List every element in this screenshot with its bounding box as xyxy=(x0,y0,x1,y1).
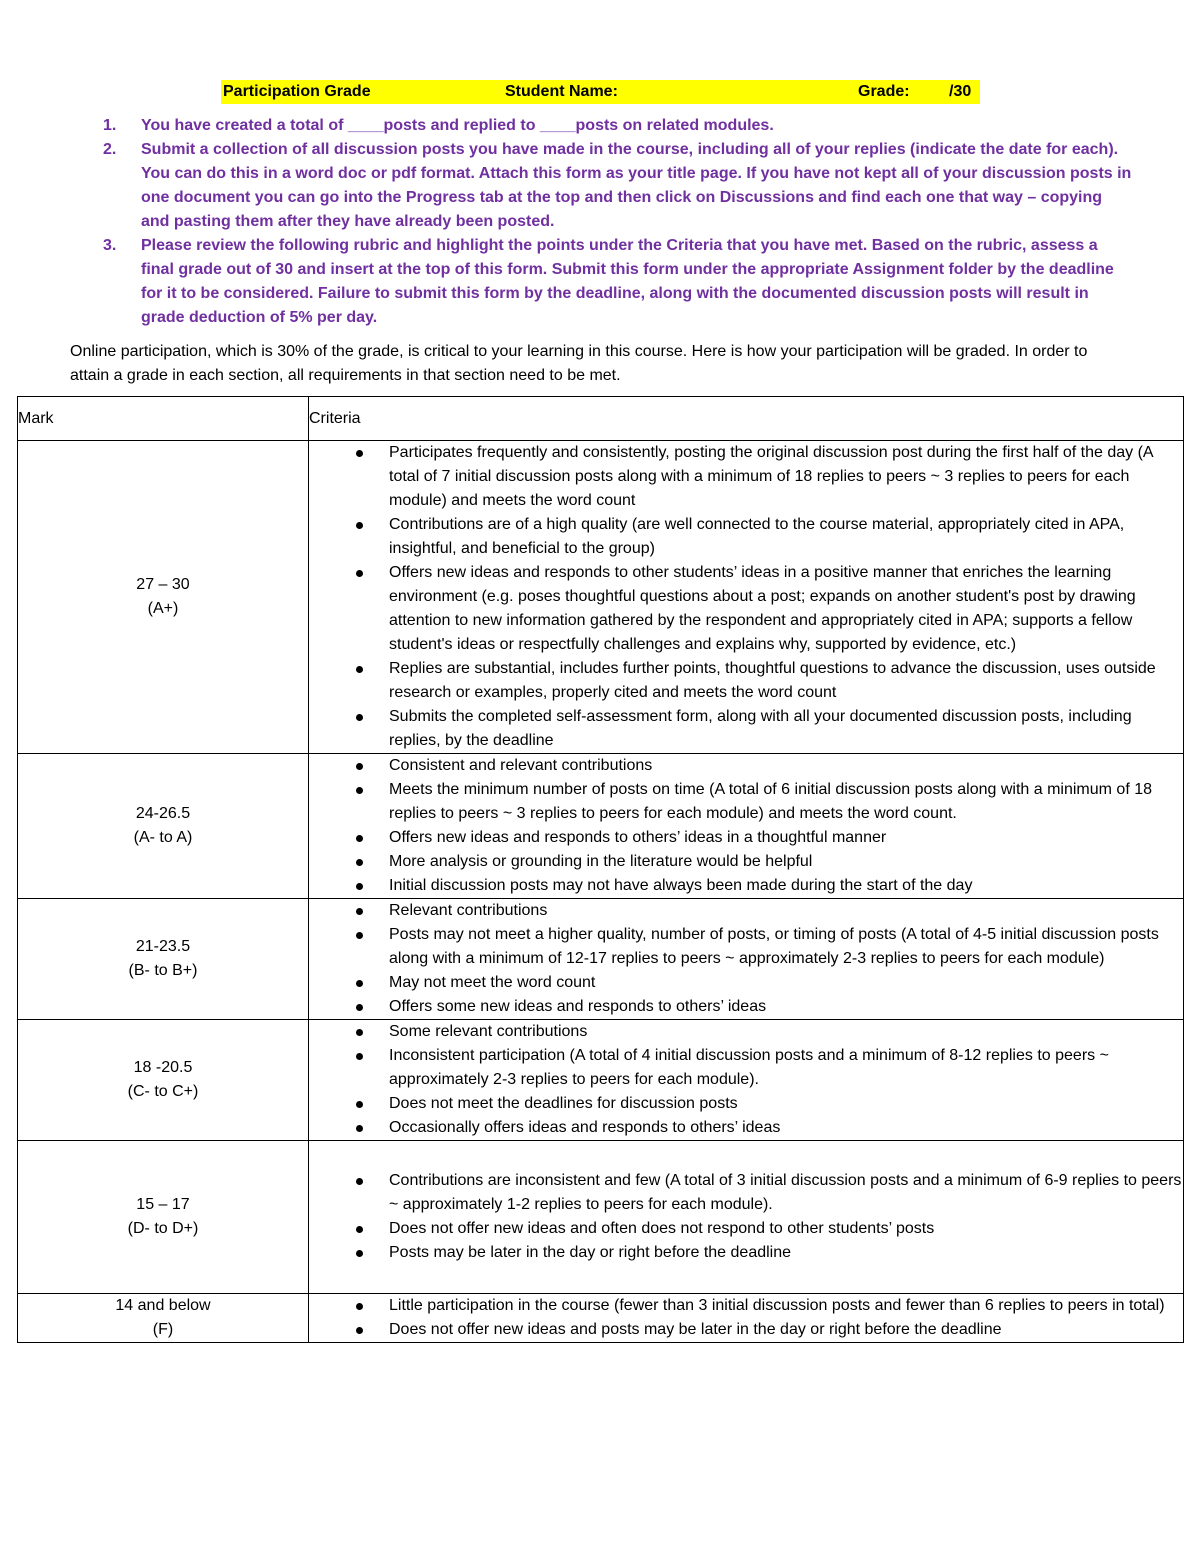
instruction-number: 3. xyxy=(103,237,117,254)
table-row xyxy=(18,441,1184,754)
criteria-list xyxy=(309,1294,1183,1342)
mark-range: 21-23.5 xyxy=(135,938,191,955)
table-row xyxy=(18,1020,1184,1141)
instruction-number: 1. xyxy=(103,117,117,134)
mark-cell xyxy=(18,899,309,1020)
criteria-item: Submits the completed self-assessment form, along with all your documented discussion posts, including replies, by the deadline xyxy=(309,705,1183,753)
mark-letter: (C- to C+) xyxy=(127,1083,199,1100)
instruction-text: Please review the following rubric and highlight the points under the Criteria that you have met. Based on the rubric, assess a final grade out of 30 and insert at the top of this form. Submit this form under the appropriate Assignment folder by the deadline for it to be considered. Failure to submit this form by the deadline, along with the documented discussion posts will result in grade deduction of 5% per day. xyxy=(141,237,1114,326)
mark-letter: (A+) xyxy=(147,600,179,617)
mark-range: 15 – 17 xyxy=(136,1196,190,1213)
grade-label: Grade: xyxy=(858,83,910,100)
criteria-item: Does not offer new ideas and often does not respond to other students’ posts xyxy=(309,1217,1183,1241)
criteria-list xyxy=(309,754,1183,898)
mark-range: 27 – 30 xyxy=(136,576,190,593)
criteria-item: Some relevant contributions xyxy=(309,1020,1183,1044)
mark-range: 14 and below xyxy=(115,1297,211,1314)
criteria-item: More analysis or grounding in the literature would be helpful xyxy=(309,850,1183,874)
criteria-item: Posts may not meet a higher quality, number of posts, or timing of posts (A total of 4-5 initial discussion posts along with a minimum of 12-17 replies to peers ~ approximately 2-3 replies to peers for each module) xyxy=(309,923,1183,971)
mark-cell xyxy=(18,1020,309,1141)
criteria-item: Consistent and relevant contributions xyxy=(309,754,1183,778)
criteria-cell xyxy=(309,1141,1184,1294)
criteria-cell xyxy=(309,754,1184,899)
criteria-item: Initial discussion posts may not have always been made during the start of the day xyxy=(309,874,1183,898)
criteria-item: Inconsistent participation (A total of 4 initial discussion posts and a minimum of 8-12 replies to peers ~ approximately 2-3 replies to peers for each module). xyxy=(309,1044,1183,1092)
criteria-item: Offers some new ideas and responds to others’ ideas xyxy=(309,995,1183,1019)
table-row xyxy=(18,1141,1184,1294)
mark-cell xyxy=(18,1294,309,1343)
mark-letter: (B- to B+) xyxy=(128,962,198,979)
criteria-item: Meets the minimum number of posts on time (A total of 6 initial discussion posts along with a minimum of 18 replies to peers ~ 3 replies to peers for each module) and meets the word count. xyxy=(309,778,1183,826)
instruction-item xyxy=(103,234,1133,330)
table-row xyxy=(18,1294,1184,1343)
criteria-item: Contributions are of a high quality (are well connected to the course material, appropriately cited in APA, insightful, and beneficial to the group) xyxy=(309,513,1183,561)
grade-total: /30 xyxy=(949,83,972,100)
table-header-row xyxy=(18,397,1184,441)
mark-cell xyxy=(18,1141,309,1294)
criteria-cell xyxy=(309,1294,1184,1343)
criteria-cell xyxy=(309,899,1184,1020)
criteria-item: Little participation in the course (fewer than 3 initial discussion posts and fewer than 6 replies to peers in total) xyxy=(309,1294,1183,1318)
instruction-item xyxy=(103,114,1133,138)
student-name-label: Student Name: xyxy=(505,83,618,100)
header-bar xyxy=(221,80,980,104)
criteria-item: Contributions are inconsistent and few (A total of 3 initial discussion posts and a minimum of 6-9 replies to peers ~ approximately 1-2 replies to peers for each module). xyxy=(309,1169,1183,1217)
intro-paragraph: Online participation, which is 30% of the grade, is critical to your learning in this course. Here is how your participation will be graded. In order to attain a grade in each section, all requirements in that section need to be met. xyxy=(70,343,1088,384)
mark-letter: (F) xyxy=(152,1321,174,1338)
instruction-item xyxy=(103,138,1133,234)
criteria-item: Does not offer new ideas and posts may be later in the day or right before the deadline xyxy=(309,1318,1183,1342)
rubric-table xyxy=(17,396,1184,1343)
criteria-item: Relevant contributions xyxy=(309,899,1183,923)
mark-column-header: Mark xyxy=(18,397,309,441)
mark-range: 24-26.5 xyxy=(135,805,191,822)
criteria-item: Posts may be later in the day or right before the deadline xyxy=(309,1241,1183,1265)
criteria-list xyxy=(309,1020,1183,1140)
table-row xyxy=(18,899,1184,1020)
criteria-cell xyxy=(309,1020,1184,1141)
mark-cell xyxy=(18,441,309,754)
criteria-item: Participates frequently and consistently, posting the original discussion post during the first half of the day (A total of 7 initial discussion posts along with a minimum of 18 replies to peers ~ 3 replies to peers for each module) and meets the word count xyxy=(309,441,1183,513)
criteria-item: May not meet the word count xyxy=(309,971,1183,995)
instructions-list xyxy=(103,114,1133,330)
instruction-number: 2. xyxy=(103,141,117,158)
criteria-item: Occasionally offers ideas and responds to others’ ideas xyxy=(309,1116,1183,1140)
mark-letter: (D- to D+) xyxy=(127,1220,199,1237)
mark-cell xyxy=(18,754,309,899)
table-row xyxy=(18,754,1184,899)
mark-range: 18 -20.5 xyxy=(133,1059,193,1076)
mark-letter: (A- to A) xyxy=(133,829,193,846)
criteria-item: Offers new ideas and responds to other students’ ideas in a positive manner that enriches the learning environment (e.g. poses thoughtful questions about a post; expands on another student's post by drawing attention to new information gathered by the respondent and appropriately cited in APA; supports a fellow student's ideas or respectfully challenges and explains why, supported by evidence, etc.) xyxy=(309,561,1183,657)
participation-grade-label: Participation Grade xyxy=(223,83,371,100)
instruction-text: Submit a collection of all discussion posts you have made in the course, including all of your replies (indicate the date for each). You can do this in a word doc or pdf format. Attach this form as your title page. If you have not kept all of your discussion posts in one document you can go into the Progress tab at the top and then click on Discussions and find each one that way – copying and pasting them after they have already been posted. xyxy=(141,141,1132,230)
criteria-item: Replies are substantial, includes further points, thoughtful questions to advance the discussion, uses outside research or examples, properly cited and meets the word count xyxy=(309,657,1183,705)
criteria-list xyxy=(309,1169,1183,1265)
instruction-text: You have created a total of ____posts and replied to ____posts on related modules. xyxy=(141,117,774,134)
criteria-list xyxy=(309,899,1183,1019)
criteria-item: Offers new ideas and responds to others’ ideas in a thoughtful manner xyxy=(309,826,1183,850)
criteria-cell xyxy=(309,441,1184,754)
criteria-item: Does not meet the deadlines for discussion posts xyxy=(309,1092,1183,1116)
criteria-list xyxy=(309,441,1183,753)
criteria-column-header: Criteria xyxy=(309,397,1184,441)
